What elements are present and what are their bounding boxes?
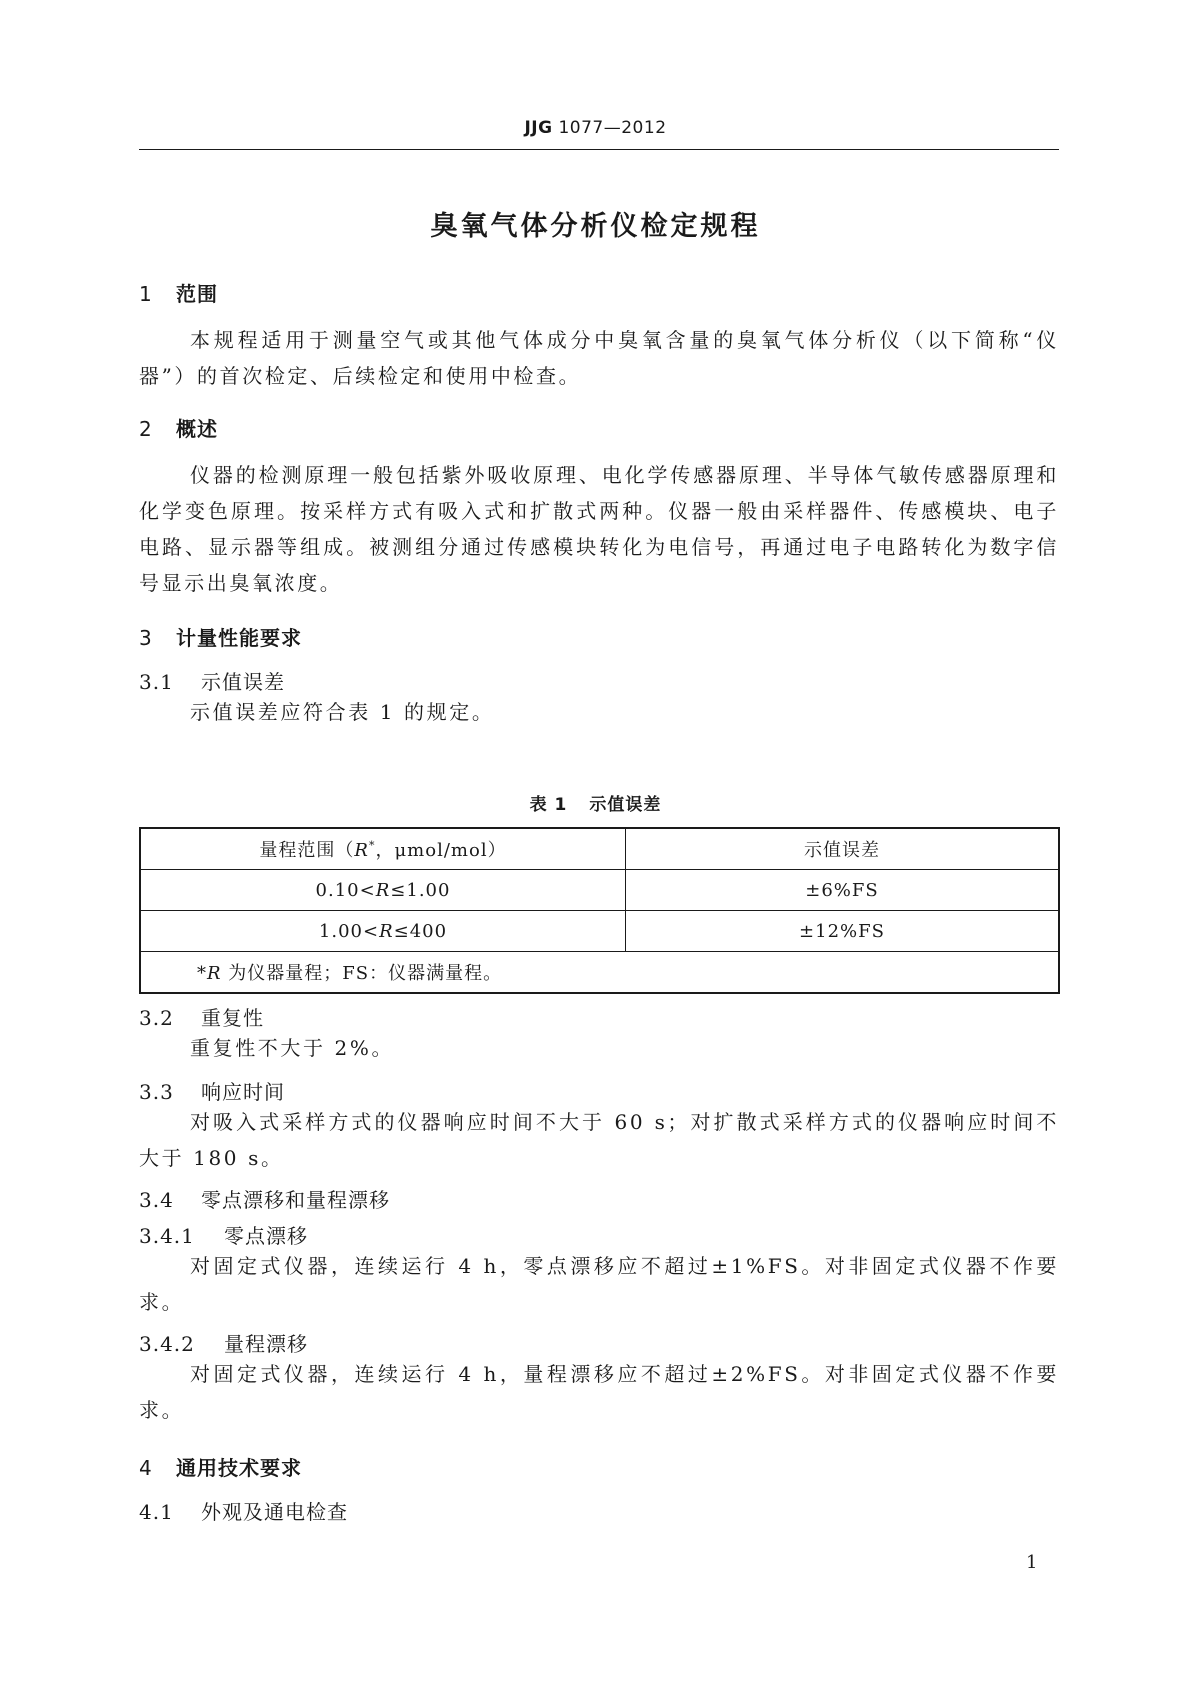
section-number: 2	[139, 417, 153, 441]
subsection-number: 3.4	[139, 1188, 174, 1212]
header-error-cell: 示值误差	[626, 828, 1060, 870]
standard-number: 1077—2012	[552, 118, 667, 138]
subsection-3-4-2-paragraph: 对固定式仪器，连续运行 4 h，量程漂移应不超过±2%FS。对非固定式仪器不作要求。	[139, 1362, 1059, 1422]
subsection-title: 重复性	[201, 1006, 264, 1030]
section-2-paragraph: 仪器的检测原理一般包括紫外吸收原理、电化学传感器原理、半导体气敏传感器原理和化学变色原理。按采样方式有吸入式和扩散式两种。仪器一般由采样器件、传感模块、电子电路、显示器等组成。被测组分通过传感模块转化为电信号，再通过电子电路转化为数字信号显示出臭氧浓度。	[139, 463, 1059, 595]
subsection-3-4-heading	[139, 1184, 1059, 1213]
document-title: 臭氧气体分析仪检定规程	[430, 211, 761, 242]
range-cell: 0.10<R≤1.00	[140, 870, 626, 911]
subsection-title: 零点漂移和量程漂移	[201, 1188, 390, 1212]
table-row	[140, 911, 1059, 952]
range-cell: 1.00<R≤400	[140, 911, 626, 952]
section-number: 4	[139, 1456, 153, 1480]
subsection-number: 3.2	[139, 1006, 174, 1030]
page-header	[0, 118, 1191, 138]
section-number: 1	[139, 282, 153, 306]
subsection-3-3-paragraph: 对吸入式采样方式的仪器响应时间不大于 60 s；对扩散式采样方式的仪器响应时间不大于 180 s。	[139, 1110, 1059, 1170]
section-title: 通用技术要求	[176, 1456, 302, 1480]
section-title: 概述	[176, 417, 218, 441]
section-2-heading	[139, 413, 1059, 442]
subsection-title: 响应时间	[201, 1080, 285, 1104]
table-row	[140, 870, 1059, 911]
table-caption-number: 表 1	[529, 795, 568, 815]
subsection-4-1-heading	[139, 1496, 1059, 1525]
page-number: 1	[1026, 1552, 1038, 1573]
section-1-heading	[139, 278, 1059, 307]
subsection-title: 零点漂移	[224, 1224, 308, 1248]
subsection-number: 3.1	[139, 670, 174, 694]
subsection-number: 3.3	[139, 1080, 174, 1104]
subsection-3-1-paragraph: 示值误差应符合表 1 的规定。	[190, 700, 495, 724]
error-cell: ±6%FS	[626, 870, 1060, 911]
subsection-3-1-heading	[139, 666, 1059, 695]
section-1-paragraph: 本规程适用于测量空气或其他气体成分中臭氧含量的臭氧气体分析仪（以下简称“仪器”）的首次检定、后续检定和使用中检查。	[139, 328, 1059, 388]
error-cell: ±12%FS	[626, 911, 1060, 952]
subsection-number: 3.4.2	[139, 1332, 195, 1356]
subsection-title: 外观及通电检查	[201, 1500, 348, 1524]
section-4-heading	[139, 1452, 1059, 1481]
section-3-heading	[139, 622, 1059, 651]
section-number: 3	[139, 626, 153, 650]
subsection-3-3-heading	[139, 1076, 1059, 1105]
subsection-3-4-2-heading	[139, 1328, 1059, 1357]
table-caption-title: 示值误差	[589, 795, 662, 815]
table-header-row	[140, 828, 1059, 870]
header-rule	[139, 149, 1059, 150]
subsection-title: 量程漂移	[224, 1332, 308, 1356]
section-title: 范围	[176, 282, 218, 306]
table-1-caption	[0, 790, 1191, 815]
indication-error-table	[139, 827, 1060, 994]
subsection-3-2-heading	[139, 1002, 1059, 1031]
subsection-number: 4.1	[139, 1500, 174, 1524]
subsection-3-4-1-paragraph: 对固定式仪器，连续运行 4 h，零点漂移应不超过±1%FS。对非固定式仪器不作要求。	[139, 1254, 1059, 1314]
section-title: 计量性能要求	[176, 626, 302, 650]
table-note: *R 为仪器量程；FS：仪器满量程。	[140, 952, 1059, 994]
subsection-number: 3.4.1	[139, 1224, 195, 1248]
subsection-title: 示值误差	[201, 670, 285, 694]
subsection-3-4-1-heading	[139, 1220, 1059, 1249]
standard-prefix: JJG	[524, 118, 553, 138]
subsection-3-2-paragraph: 重复性不大于 2%。	[190, 1036, 395, 1060]
table-note-row	[140, 952, 1059, 994]
header-range-cell: 量程范围（R*，μmol/mol）	[140, 828, 626, 870]
